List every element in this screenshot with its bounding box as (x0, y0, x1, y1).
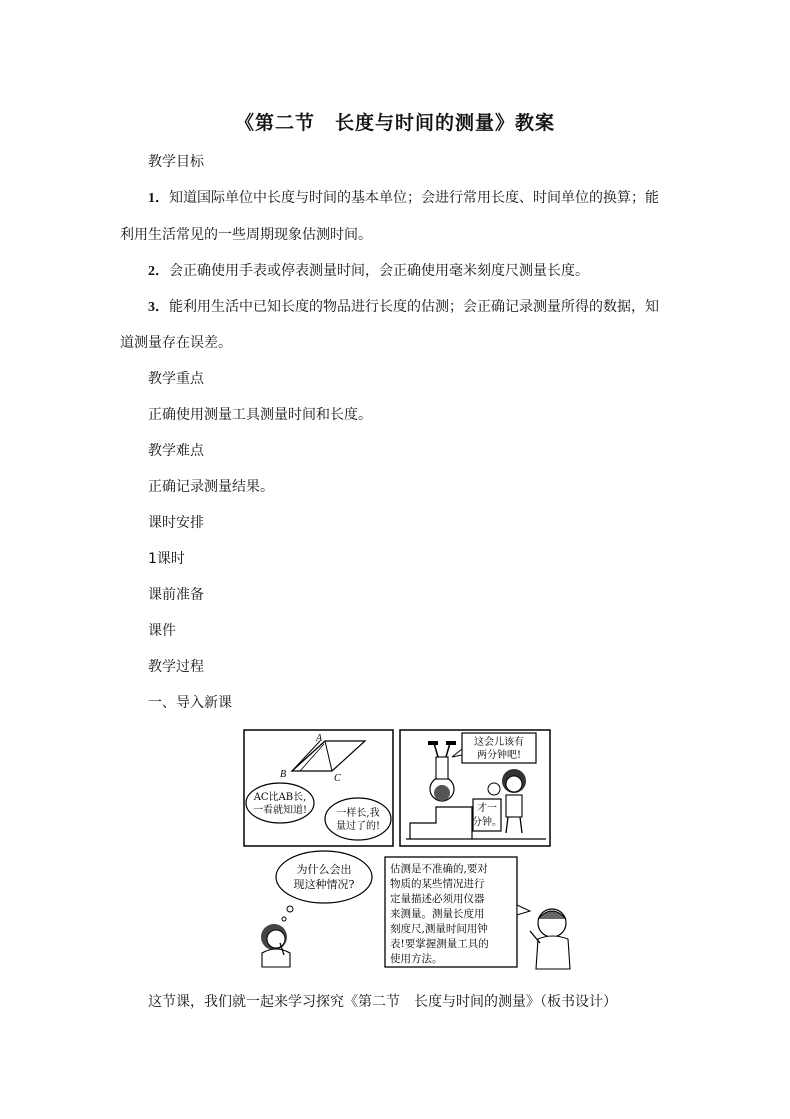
label-c: C (334, 773, 341, 784)
goal-1-number: 1． (148, 191, 169, 206)
explanation-line-5: 刻度尺,测量时间用钟 (390, 923, 488, 935)
bubble-4-line-2: 现这种情况? (293, 878, 355, 891)
document-title: 《第二节 长度与时间的测量》教案 (234, 112, 555, 134)
bubble-1-line-2: 一看就知道! (252, 805, 308, 816)
difficulties-text: 正确记录测量结果。 (148, 479, 274, 495)
sign-line-1: 才一 (477, 803, 497, 814)
goal-3-number: 3． (148, 300, 169, 315)
speech-bubble-1 (246, 783, 314, 823)
explanation-line-7: 使用方法。 (390, 953, 443, 965)
explanation-line-2: 物质的某些情况进行 (390, 878, 485, 890)
goal-3-line-2: 道测量存在误差。 (120, 335, 232, 351)
intro-illustration (240, 727, 580, 973)
thinking-girl-figure (261, 924, 290, 967)
bubble-3-line-1: 这会儿该有 (474, 737, 524, 748)
bubble-3-line-2: 两分钟吧! (476, 750, 522, 761)
bubble-4-line-1: 为什么会出 (296, 863, 352, 876)
bubble-1-line-1: AC比AB长, (253, 792, 307, 803)
heading-teaching-goals: 教学目标 (148, 154, 204, 170)
label-a: A (316, 733, 323, 744)
goal-1-line-1 (148, 188, 659, 209)
speech-bubble-4 (276, 851, 372, 903)
explanation-line-6: 表!要掌握测量工具的 (390, 938, 489, 950)
key-points-text: 正确使用测量工具测量时间和长度。 (148, 407, 372, 423)
explanation-line-1: 估测是不准确的,要对 (390, 863, 488, 875)
bubble-2-line-2: 量过了的! (335, 821, 381, 832)
goal-3-text: 能利用生活中已知长度的物品进行长度的估测；会正确记录测量所得的数据，知 (169, 299, 659, 315)
speech-bubble-2 (325, 798, 391, 840)
section-intro: 一、导入新课 (148, 695, 232, 711)
bubble-2-line-1: 一样长,我 (336, 808, 380, 819)
goal-2-text: 会正确使用手表或停表测量时间，会正确使用毫米刻度尺测量长度。 (169, 263, 589, 279)
heading-schedule: 课时安排 (148, 515, 204, 531)
explaining-boy-figure (530, 909, 570, 969)
heading-preparation: 课前准备 (148, 587, 204, 603)
heading-process: 教学过程 (148, 659, 204, 675)
heading-key-points: 教学重点 (148, 371, 204, 387)
closing-paragraph: 这节课，我们就一起来学习探究《第二节 长度与时间的测量》（板书设计） (148, 994, 617, 1010)
explanation-line-4: 来测量。测量长度用 (390, 908, 485, 920)
heading-difficulties: 教学难点 (148, 443, 204, 459)
goal-2-line-1 (148, 261, 589, 282)
explanation-text (390, 862, 489, 965)
alarm-clock-icon (488, 783, 500, 795)
goal-2-number: 2． (148, 264, 169, 279)
goal-3-line-1 (148, 297, 659, 318)
label-b: B (280, 769, 287, 780)
goal-1-text: 知道国际单位中长度与时间的基本单位；会进行常用长度、时间单位的换算；能 (169, 190, 659, 206)
goal-1-line-2: 利用生活常见的一些周期现象估测时间。 (120, 227, 372, 243)
explanation-line-3: 定量描述必须用仪器 (390, 893, 485, 905)
sign-line-2: 分钟。 (472, 817, 502, 828)
preparation-text: 课件 (148, 623, 176, 639)
schedule-text: 1课时 (148, 551, 185, 567)
